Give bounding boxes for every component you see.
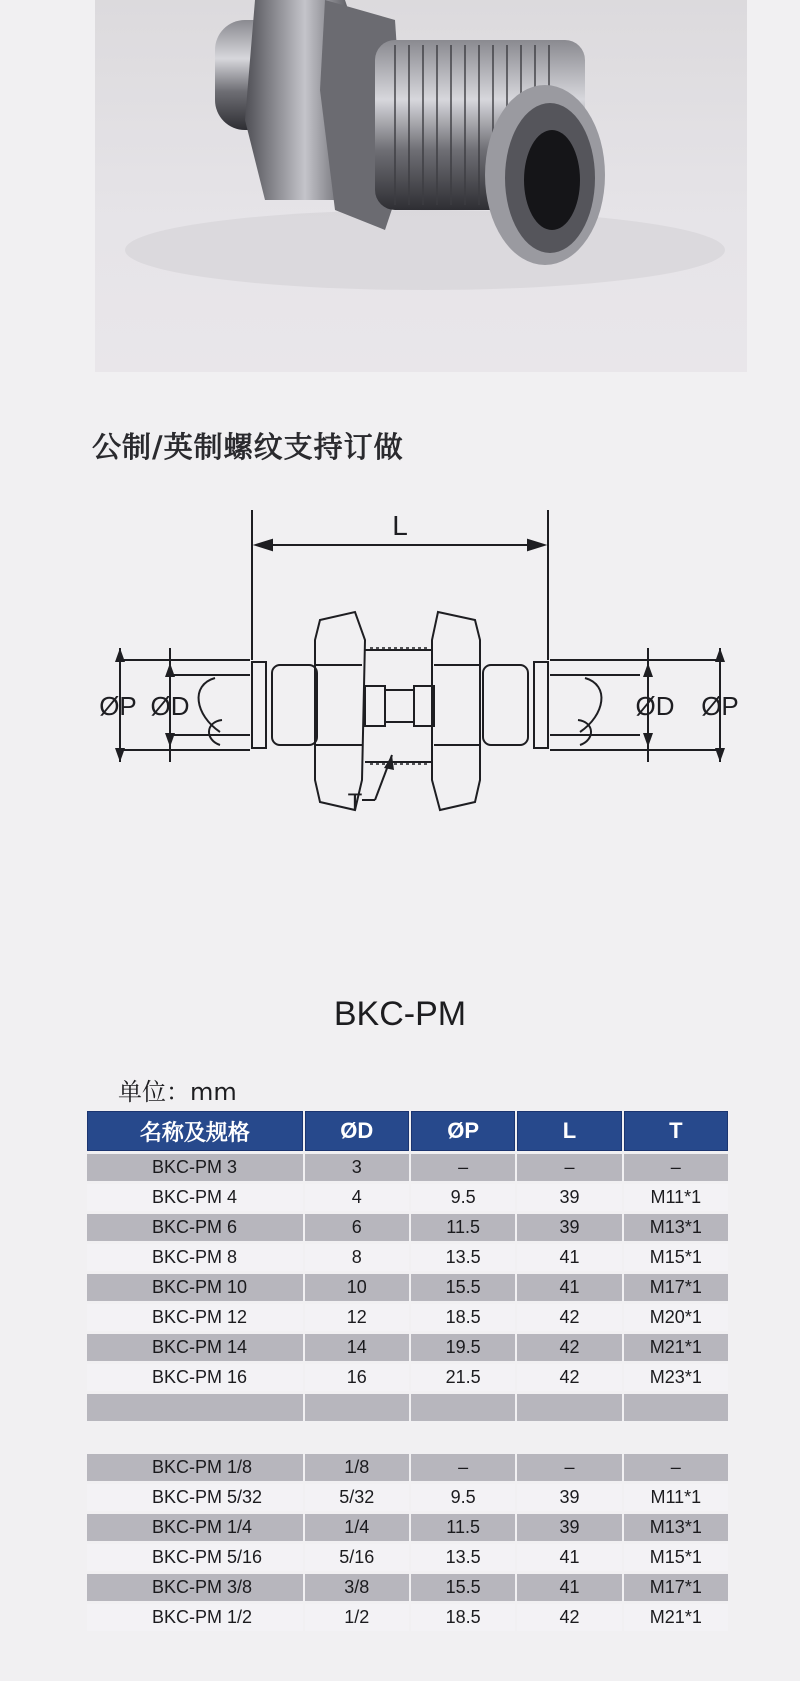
cell-op: – [411,1154,515,1181]
cell-od: 12 [305,1304,409,1331]
cell-t: M21*1 [624,1334,728,1361]
spec-table [85,1108,730,1634]
table-gap-row [87,1424,728,1451]
col-header-op: ØP [411,1111,515,1151]
cell-name: BKC-PM 5/32 [87,1484,303,1511]
table-row [87,1574,728,1601]
label-op-right: ØP [701,691,739,721]
cell-od: 6 [305,1214,409,1241]
cell-t: M15*1 [624,1244,728,1271]
cell-name: BKC-PM 3/8 [87,1574,303,1601]
cell-t: M17*1 [624,1574,728,1601]
cell-l: 42 [517,1304,621,1331]
cell-l: 39 [517,1514,621,1541]
cell-l: 41 [517,1574,621,1601]
cell-t: M17*1 [624,1274,728,1301]
cell-t: M21*1 [624,1604,728,1631]
cell-od: 4 [305,1184,409,1211]
cell-op: 13.5 [411,1244,515,1271]
cell-l: – [517,1154,621,1181]
col-header-t: T [624,1111,728,1151]
table-spacer-row [87,1394,728,1421]
cell-op: 9.5 [411,1484,515,1511]
cell-od: 1/2 [305,1604,409,1631]
cell-t: M20*1 [624,1304,728,1331]
col-header-l: L [517,1111,621,1151]
cell-od: 14 [305,1334,409,1361]
cell-l: 41 [517,1274,621,1301]
cell-name: BKC-PM 4 [87,1184,303,1211]
cell-name: BKC-PM 1/2 [87,1604,303,1631]
cell-od: 1/4 [305,1514,409,1541]
table-row [87,1334,728,1361]
cell-op: 19.5 [411,1334,515,1361]
cell-name: BKC-PM 6 [87,1214,303,1241]
cell-od: 8 [305,1244,409,1271]
table-row [87,1364,728,1391]
cell-od: 3/8 [305,1574,409,1601]
cell-t: M15*1 [624,1544,728,1571]
unit-label: 单位：mm [118,1078,237,1106]
cell-t: M11*1 [624,1184,728,1211]
cell-od: 1/8 [305,1454,409,1481]
table-row [87,1184,728,1211]
cell-name: BKC-PM 10 [87,1274,303,1301]
bulkhead-fitting-image [95,0,747,372]
table-row [87,1214,728,1241]
cell-op: 15.5 [411,1574,515,1601]
cell-t: M13*1 [624,1514,728,1541]
cell-op: 21.5 [411,1364,515,1391]
table-row [87,1274,728,1301]
table-row [87,1514,728,1541]
table-row [87,1484,728,1511]
cell-od: 10 [305,1274,409,1301]
table-row [87,1154,728,1181]
cell-l: 42 [517,1334,621,1361]
custom-thread-heading: 公制/英制螺纹支持订做 [92,430,404,464]
cell-l: 41 [517,1244,621,1271]
cell-t: M13*1 [624,1214,728,1241]
table-row [87,1244,728,1271]
table-row [87,1454,728,1481]
cell-op: 18.5 [411,1604,515,1631]
table-row [87,1604,728,1631]
cell-l: 39 [517,1184,621,1211]
cell-name: BKC-PM 3 [87,1154,303,1181]
cell-op: – [411,1454,515,1481]
cell-op: 9.5 [411,1184,515,1211]
cell-op: 11.5 [411,1214,515,1241]
cell-l: 42 [517,1364,621,1391]
table-row [87,1304,728,1331]
cell-name: BKC-PM 5/16 [87,1544,303,1571]
label-t: T [347,789,363,816]
cell-op: 18.5 [411,1304,515,1331]
col-header-name: 名称及规格 [87,1111,303,1151]
cell-op: 11.5 [411,1514,515,1541]
cell-name: BKC-PM 12 [87,1304,303,1331]
cell-name: BKC-PM 14 [87,1334,303,1361]
cell-l: 42 [517,1604,621,1631]
cell-name: BKC-PM 8 [87,1244,303,1271]
cell-name: BKC-PM 1/4 [87,1514,303,1541]
product-photo [95,0,747,372]
cell-l: 41 [517,1544,621,1571]
cell-od: 16 [305,1364,409,1391]
cell-l: 39 [517,1484,621,1511]
cell-op: 13.5 [411,1544,515,1571]
model-title: BKC-PM [333,995,467,1033]
label-od-right: ØD [635,691,675,721]
dimension-drawing [0,500,800,880]
label-od-left: ØD [150,691,190,721]
cell-t: M23*1 [624,1364,728,1391]
cell-op: 15.5 [411,1274,515,1301]
cell-od: 5/16 [305,1544,409,1571]
cell-od: 3 [305,1154,409,1181]
cell-t: – [624,1154,728,1181]
cell-l: 39 [517,1214,621,1241]
table-header-row [87,1111,728,1151]
cell-name: BKC-PM 16 [87,1364,303,1391]
label-l: L [392,510,408,541]
label-op-left: ØP [99,691,137,721]
cell-name: BKC-PM 1/8 [87,1454,303,1481]
cell-t: M11*1 [624,1484,728,1511]
cell-t: – [624,1454,728,1481]
table-row [87,1544,728,1571]
cell-l: – [517,1454,621,1481]
cell-od: 5/32 [305,1484,409,1511]
col-header-od: ØD [305,1111,409,1151]
